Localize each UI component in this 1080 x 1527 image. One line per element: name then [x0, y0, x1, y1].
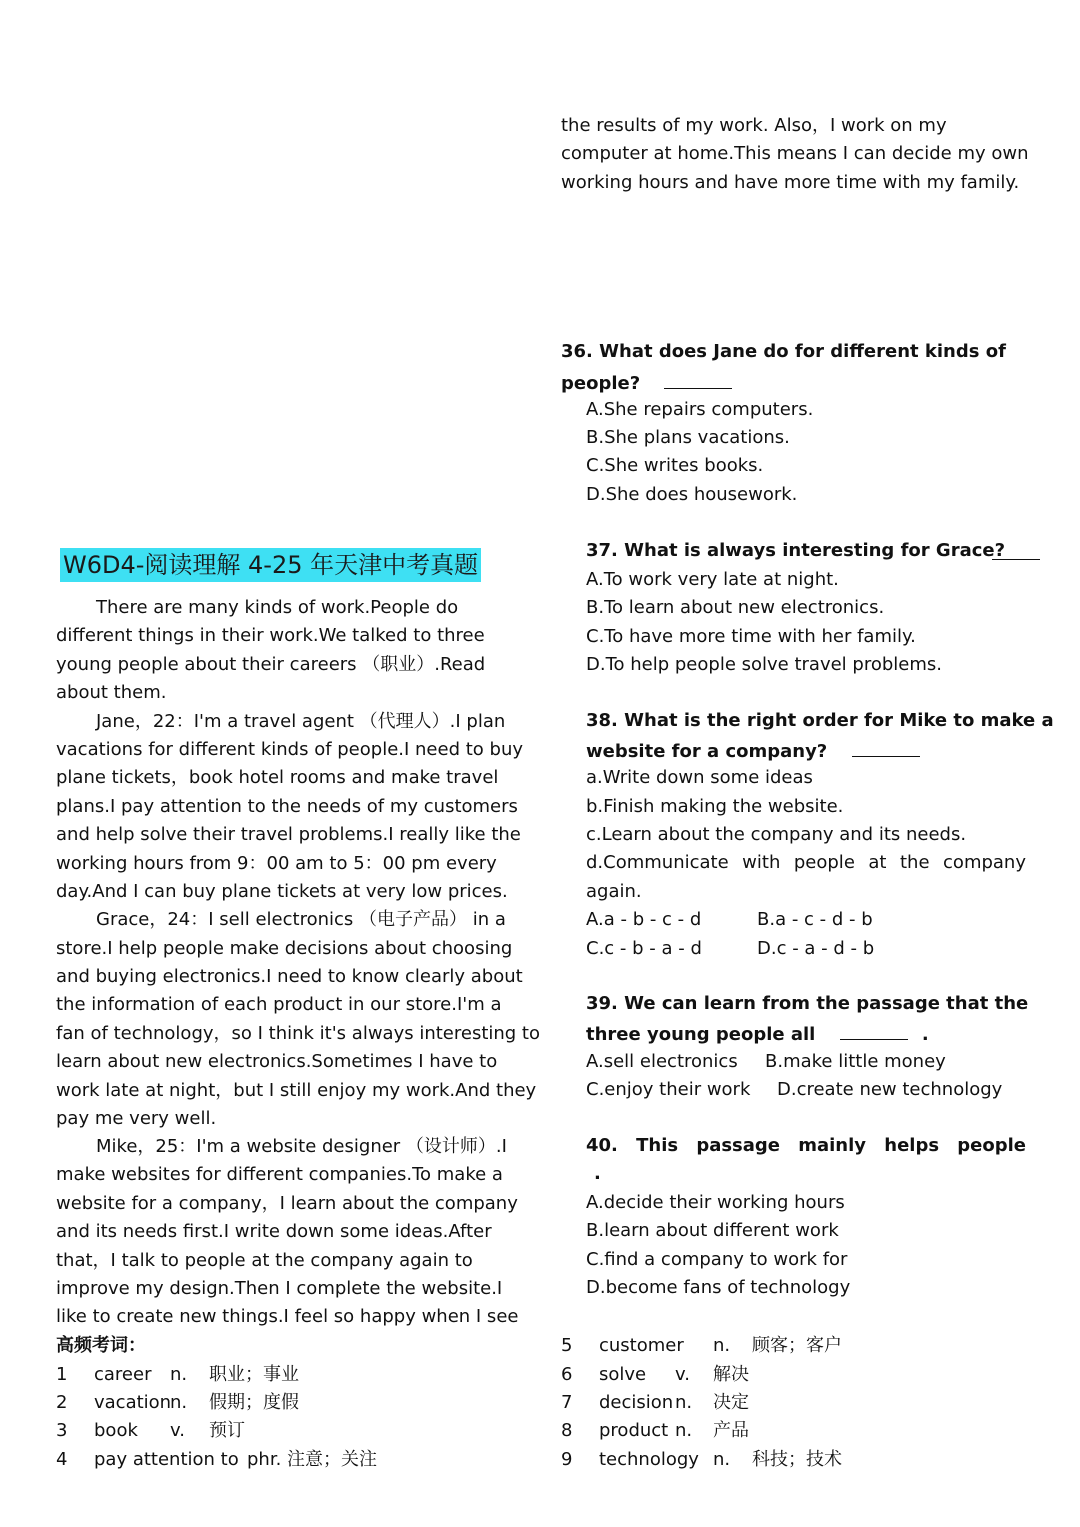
- option: A.To work very late at night.: [586, 569, 839, 590]
- answer-blank[interactable]: [664, 370, 732, 389]
- vocab-word: vacation: [94, 1392, 172, 1413]
- vocab-meaning: 预订: [209, 1420, 245, 1441]
- passage-line: that，I talk to people at the company again to: [56, 1250, 473, 1271]
- passage-line: day.And I can buy plane tickets at very low prices.: [56, 881, 508, 902]
- question-stem: 37. What is always interesting for Grace?: [586, 540, 1006, 561]
- vocab-meaning: 解决: [713, 1364, 749, 1385]
- passage-cont-line: working hours and have more time with my family.: [561, 172, 1020, 193]
- vocab-meaning: 科技；技术: [752, 1449, 842, 1470]
- vocab-meaning: 职业；事业: [209, 1364, 299, 1385]
- order-item: again.: [586, 881, 642, 902]
- passage-cont-line: computer at home.This means I can decide my own: [561, 143, 1029, 164]
- option: B.learn about different work: [586, 1220, 839, 1241]
- vocab-word: decision: [599, 1392, 674, 1413]
- option: D.To help people solve travel problems.: [586, 654, 942, 675]
- option: C.c - b - a - d: [586, 938, 702, 959]
- vocab-num: 7: [561, 1392, 573, 1413]
- question-stem: 40. This passage mainly helps people: [586, 1135, 1026, 1156]
- vocab-meaning: 假期；度假: [209, 1392, 299, 1413]
- passage-line: Grace，24：I sell electronics （电子产品） in a: [96, 909, 506, 930]
- vocab-pos: n.: [713, 1335, 731, 1356]
- option: B.She plans vacations.: [586, 427, 790, 448]
- passage-line: about them.: [56, 682, 167, 703]
- vocab-num: 1: [56, 1364, 68, 1385]
- option: A.She repairs computers.: [586, 399, 814, 420]
- vocab-meaning: 顾客；客户: [752, 1335, 842, 1356]
- vocab-num: 3: [56, 1420, 68, 1441]
- vocab-num: 4: [56, 1449, 68, 1470]
- option: A.a - b - c - d: [586, 909, 702, 930]
- passage-line: work late at night，but I still enjoy my work.And they: [56, 1080, 537, 1101]
- passage-cont-line: the results of my work. Also，I work on my: [561, 115, 947, 136]
- question-stem: 39. We can learn from the passage that the: [586, 993, 1029, 1014]
- option: B.make little money: [765, 1051, 946, 1072]
- option: A.decide their working hours: [586, 1192, 845, 1213]
- vocab-pos: v.: [170, 1420, 185, 1441]
- passage-line: There are many kinds of work.People do: [96, 597, 459, 618]
- option: A.sell electronics: [586, 1051, 738, 1072]
- passage-line: plans.I pay attention to the needs of my customers: [56, 796, 518, 817]
- passage-line: like to create new things.I feel so happy when I see: [56, 1306, 519, 1327]
- vocab-pos: n.: [170, 1364, 188, 1385]
- worksheet-title: W6D4-阅读理解 4-25 年天津中考真题: [60, 548, 481, 582]
- vocab-num: 6: [561, 1364, 573, 1385]
- vocab-pos: v.: [675, 1364, 690, 1385]
- question-stem: [561, 370, 732, 396]
- passage-line: make websites for different companies.To make a: [56, 1164, 503, 1185]
- vocab-pos: n.: [675, 1392, 693, 1413]
- vocab-num: 2: [56, 1392, 68, 1413]
- passage-line: different things in their work.We talked to three: [56, 625, 485, 646]
- option: C.She writes books.: [586, 455, 764, 476]
- vocab-word: technology: [599, 1449, 699, 1470]
- vocab-word: solve: [599, 1364, 647, 1385]
- vocab-pos: n.: [170, 1392, 188, 1413]
- order-item: c.Learn about the company and its needs.: [586, 824, 967, 845]
- option: B.a - c - d - b: [757, 909, 873, 930]
- passage-line: vacations for different kinds of people.I need to buy: [56, 739, 524, 760]
- question-period: .: [921, 1024, 929, 1045]
- question-stem-end: website for a company?: [586, 741, 828, 762]
- answer-blank[interactable]: [992, 541, 1040, 560]
- passage-line: pay me very well.: [56, 1108, 217, 1129]
- vocab-meaning: 注意；关注: [287, 1449, 377, 1470]
- vocab-word: career: [94, 1364, 152, 1385]
- option: C.find a company to work for: [586, 1249, 848, 1270]
- vocab-word: pay attention to: [94, 1449, 239, 1470]
- option: D.c - a - d - b: [757, 938, 875, 959]
- passage-line: improve my design.Then I complete the website.I: [56, 1278, 503, 1299]
- passage-line: and its needs first.I write down some ideas.After: [56, 1221, 492, 1242]
- question-stem-end: three young people all: [586, 1024, 816, 1045]
- vocab-num: 8: [561, 1420, 573, 1441]
- question-stem-end: people?: [561, 373, 641, 394]
- vocab-meaning: 产品: [713, 1420, 749, 1441]
- vocab-word: customer: [599, 1335, 684, 1356]
- passage-line: fan of technology，so I think it's always interesting to: [56, 1023, 541, 1044]
- vocab-word: product: [599, 1420, 669, 1441]
- vocab-pos: phr.: [247, 1449, 282, 1470]
- question-stem: [586, 738, 920, 764]
- passage-line: working hours from 9：00 am to 5：00 pm every: [56, 853, 497, 874]
- question-stem: [586, 1021, 929, 1047]
- order-item: b.Finish making the website.: [586, 796, 844, 817]
- vocab-pos: n.: [675, 1420, 693, 1441]
- passage-line: store.I help people make decisions about choosing: [56, 938, 513, 959]
- option: C.enjoy their work: [586, 1079, 751, 1100]
- answer-blank[interactable]: [840, 1021, 908, 1040]
- answer-blank[interactable]: [852, 738, 920, 757]
- question-period: .: [594, 1163, 601, 1184]
- vocab-pos: n.: [713, 1449, 731, 1470]
- passage-line: young people about their careers （职业）.Read: [56, 654, 486, 675]
- option: C.To have more time with her family.: [586, 626, 916, 647]
- passage-line: plane tickets，book hotel rooms and make travel: [56, 767, 499, 788]
- question-stem: 38. What is the right order for Mike to make a: [586, 710, 1054, 731]
- passage-line: website for a company，I learn about the company: [56, 1193, 518, 1214]
- vocab-num: 5: [561, 1335, 573, 1356]
- vocab-word: book: [94, 1420, 138, 1441]
- option: B.To learn about new electronics.: [586, 597, 885, 618]
- passage-line: and help solve their travel problems.I really like the: [56, 824, 521, 845]
- option: D.create new technology: [777, 1079, 1003, 1100]
- vocab-num: 9: [561, 1449, 573, 1470]
- passage-line: the information of each product in our store.I'm a: [56, 994, 502, 1015]
- passage-line: and buying electronics.I need to know clearly about: [56, 966, 523, 987]
- vocab-heading: 高频考词：: [56, 1335, 146, 1356]
- passage-line: Mike，25：I'm a website designer （设计师）.I: [96, 1136, 507, 1157]
- option: D.She does housework.: [586, 484, 798, 505]
- order-item: a.Write down some ideas: [586, 767, 813, 788]
- passage-line: Jane，22：I'm a travel agent （代理人）.I plan: [96, 711, 506, 732]
- passage-line: learn about new electronics.Sometimes I have to: [56, 1051, 498, 1072]
- option: D.become fans of technology: [586, 1277, 851, 1298]
- vocab-meaning: 决定: [713, 1392, 749, 1413]
- question-stem: 36. What does Jane do for different kinds of: [561, 341, 1006, 362]
- order-item: d.Communicate with people at the company: [586, 852, 1026, 873]
